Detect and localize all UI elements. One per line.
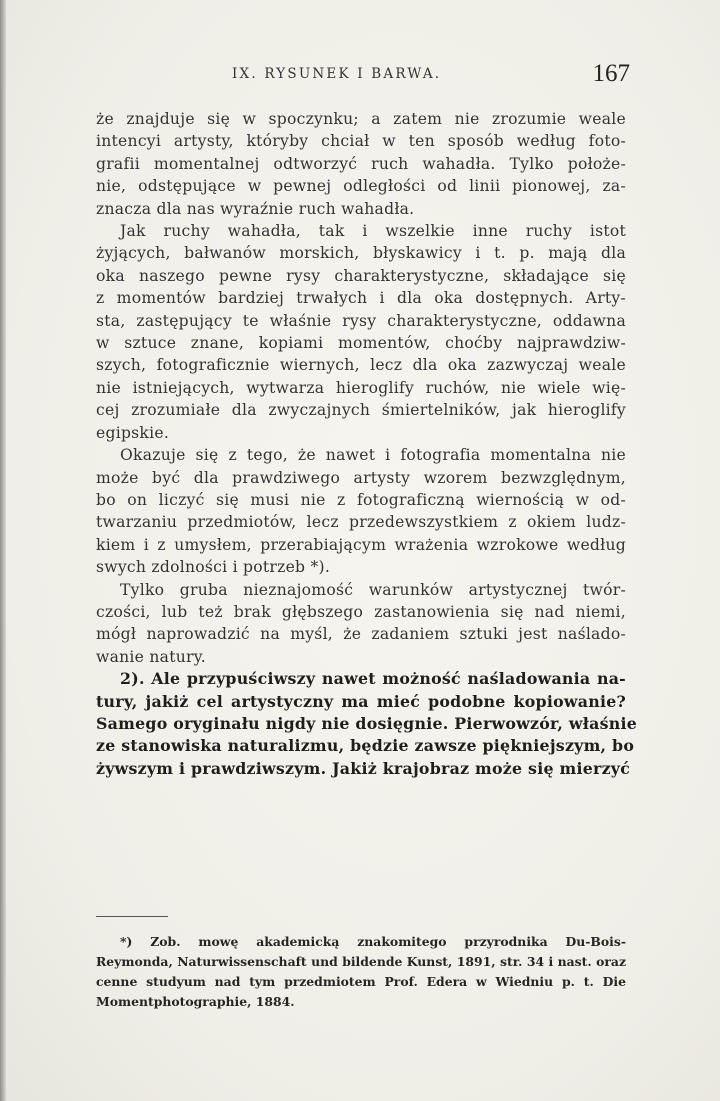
text-line: twarzaniu przedmiotów, lecz przedewszystkiem z okiem ludz- bbox=[96, 513, 626, 532]
text-line: znacza dla nas wyraźnie ruch wahadła. bbox=[96, 199, 415, 218]
footnote-line: Reymonda, Naturwissenschaft und bildende Kunst, 1891, str. 34 i nast. oraz bbox=[96, 954, 626, 969]
running-head: IX. RYSUNEK I BARWA. bbox=[232, 66, 442, 82]
page-header bbox=[150, 62, 630, 90]
text-line: żywszym i prawdziwszym. Jakiż krajobraz może się mierzyć bbox=[96, 758, 631, 778]
text-line: może być dla prawdziwego artysty wzorem bezwzględnym, bbox=[96, 468, 626, 487]
footnote-line: Momentphotographie, 1884. bbox=[96, 994, 295, 1009]
text-line: 2). Ale przypuściwszy nawet możność naśladowania na- bbox=[120, 669, 626, 689]
text-line: swych zdolności i potrzeb *). bbox=[96, 558, 331, 577]
text-line: kiem i z umysłem, przerabiającym wrażenia wzrokowe według bbox=[96, 535, 626, 554]
page-edge-shadow bbox=[0, 0, 6, 1101]
page-number: 167 bbox=[592, 60, 630, 87]
text-line: bo on liczyć się musi nie z fotograficzną wiernością w od- bbox=[96, 490, 626, 509]
text-line: sta, zastępujący te właśnie rysy charakterystyczne, oddawna bbox=[96, 311, 626, 330]
text-line: że znajduje się w spoczynku; a zatem nie zrozumie weale bbox=[96, 110, 626, 128]
text-line: nie istniejących, wytwarza hieroglify ruchów, nie wiele wię- bbox=[96, 378, 626, 397]
text-line: żyjących, bałwanów morskich, błyskawicy i t. p. mają dla bbox=[96, 244, 626, 263]
text-line: ze stanowiska naturalizmu, będzie zawsze piękniejszym, bo bbox=[96, 736, 635, 756]
paragraph bbox=[96, 220, 626, 444]
text-line: czości, lub też brak głębszego zastanowienia się nad niemi, bbox=[96, 602, 626, 621]
text-line: szych, fotograficznie wiernych, lecz dla oka zazwyczaj weale bbox=[96, 356, 626, 375]
text-line: wanie natury. bbox=[96, 647, 206, 666]
footnote-separator bbox=[96, 916, 168, 917]
paragraph bbox=[96, 444, 626, 578]
footnote-line: cenne studyum nad tym przedmiotem Prof. Edera w Wiedniu p. t. Die bbox=[96, 974, 626, 989]
text-line: tury, jakiż cel artystyczny ma mieć podobne kopiowanie? bbox=[96, 691, 626, 711]
text-line: z momentów bardziej trwałych i dla oka dostępnych. Arty- bbox=[96, 289, 626, 308]
text-line: w sztuce znane, kopiami momentów, choćby najprawdziw- bbox=[96, 334, 626, 353]
text-line: Samego oryginału nigdy nie dosięgnie. Pierwowzór, właśnie bbox=[96, 713, 638, 733]
paragraph bbox=[96, 579, 626, 669]
text-line: Tylko gruba nieznajomość warunków artystycznej twór- bbox=[120, 580, 626, 599]
text-line: Okazuje się z tego, że nawet i fotografia momentalna nie bbox=[120, 446, 626, 465]
paragraph bbox=[96, 668, 638, 780]
footnote bbox=[96, 932, 626, 1012]
body-text bbox=[96, 108, 638, 780]
text-line: oka naszego pewne rysy charakterystyczne, składające się bbox=[96, 266, 626, 285]
text-line: cej zrozumiałe dla zwyczajnych śmiertelników, jak hieroglify bbox=[96, 401, 626, 420]
text-line: grafii momentalnej odtworzyć ruch wahadła. Tylko położe- bbox=[96, 154, 626, 173]
text-line: mógł naprowadzić na myśl, że zadaniem sztuki jest naślado- bbox=[96, 625, 626, 644]
text-line: nie, odstępujące w pewnej odległości od linii pionowej, za- bbox=[96, 177, 626, 196]
text-line: egipskie. bbox=[96, 423, 170, 442]
paragraph bbox=[96, 108, 626, 220]
text-line: Jak ruchy wahadła, tak i wszelkie inne ruchy istot bbox=[120, 222, 626, 241]
footnote-line: *) Zob. mowę akademicką znakomitego przyrodnika Du-Bois- bbox=[120, 934, 626, 949]
text-line: intencyi artysty, któryby chciał w ten sposób według foto- bbox=[96, 132, 626, 151]
